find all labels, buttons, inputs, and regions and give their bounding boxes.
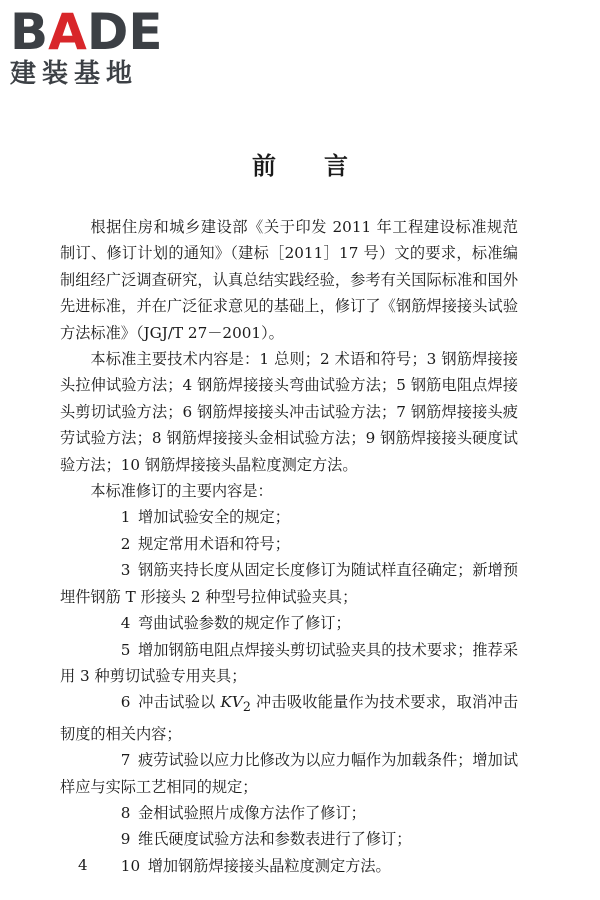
revision-item-5: 5 增加钢筋电阻点焊接头剪切试验夹具的技术要求；推荐采用 3 种剪切试验专用夹具； (60, 640, 518, 685)
page-number: 4 (78, 856, 88, 874)
bade-logo (10, 3, 180, 98)
revision-item-4: 4 弯曲试验参数的规定作了修订； (120, 614, 351, 633)
preface-body (60, 214, 518, 879)
logo-letter-a: A (48, 3, 87, 61)
kv-subscript: 2 (242, 699, 251, 715)
revision-item-1: 1 增加试验安全的规定； (120, 508, 290, 527)
page-title: 前言 (252, 151, 396, 180)
revision-item-8: 8 金相试验照片成像方法作了修订； (120, 803, 366, 822)
paragraph-revision-heading: 本标准修订的主要内容是： (90, 482, 273, 501)
revision-item-6: 6 冲击试验以 $KV_2$ 冲击吸收能量作为技术要求，取消冲击韧度的相关内容； (60, 693, 519, 743)
paragraph-intro: 根据住房和城乡建设部《关于印发 2011 年工程建设标准规范制订、修订计划的通知》（建标［2011］17 号）文的要求，标准编制组经广泛调查研究，认真总结实践经验，参考有关国际标准和国外先进标准，并在广泛征求意见的基础上，修订了《钢筋焊接接头试验方法标准》（JGJ/T 27－2001）。 (60, 218, 518, 342)
kv-symbol: KV (220, 693, 243, 712)
revision-item-9: 9 维氏硬度试验方法和参数表进行了修订； (120, 830, 412, 849)
revision-item-2: 2 规定常用术语和符号； (120, 534, 290, 553)
logo-letter-b: B (10, 3, 49, 61)
revision-item-3: 3 钢筋夹持长度从固定长度修订为随试样直径确定；新增预埋件钢筋 T 形接头 2 种型号拉伸试验夹具； (60, 561, 518, 606)
revision-item-7: 7 疲劳试验以应力比修改为以应力幅作为加载条件；增加试样应与实际工艺相同的规定； (60, 751, 518, 796)
paragraph-technical-content: 本标准主要技术内容是：1 总则；2 术语和符号；3 钢筋焊接接头拉伸试验方法；4 钢筋焊接接头弯曲试验方法；5 钢筋电阻点焊接头剪切试验方法；6 钢筋焊接接头冲击试验方法；7 钢筋焊接接头疲劳试验方法；8 钢筋焊接接头金相试验方法；9 钢筋焊接接头硬度试验方法；10 钢筋焊接接头晶粒度测定方法。 (60, 350, 518, 474)
revision-item-10: 10 增加钢筋焊接接头晶粒度测定方法。 (120, 856, 391, 875)
logo-wordmark (10, 3, 180, 61)
logo-letters-de: DE (86, 3, 163, 61)
logo-subtitle: 建装基地 (10, 59, 139, 89)
